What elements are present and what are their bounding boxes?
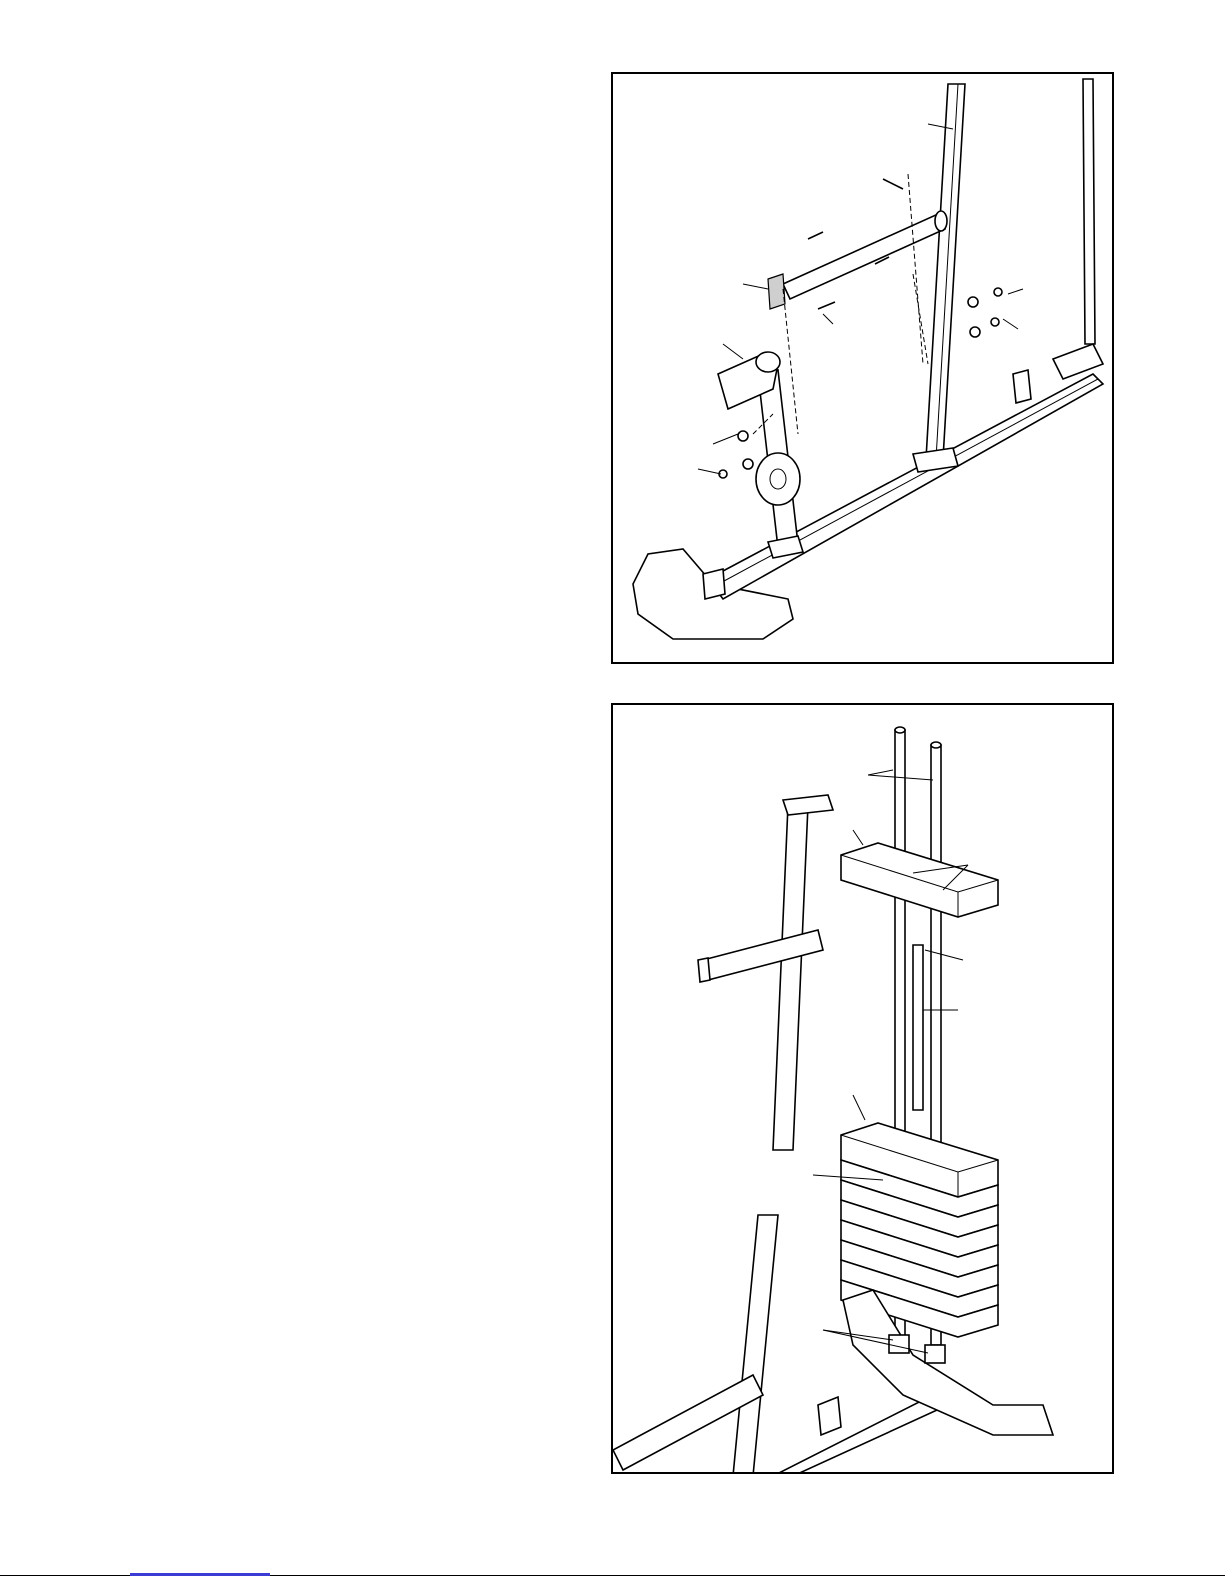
selector-stem	[913, 945, 923, 1110]
cross-bar	[783, 214, 945, 299]
base-frame	[773, 1395, 948, 1474]
front-upright	[773, 805, 808, 1150]
frame-assembly-diagram	[611, 72, 1114, 664]
pulley	[756, 453, 800, 505]
frame-assembly-drawing	[613, 74, 1114, 664]
horizontal-arm	[703, 930, 823, 980]
rear-upright	[1083, 79, 1095, 344]
weight-stack-diagram	[611, 703, 1114, 1474]
weight-stack-drawing	[613, 705, 1114, 1474]
base-end-block	[703, 569, 725, 599]
footer-link-underline	[130, 1573, 270, 1576]
upright-post	[926, 84, 965, 459]
